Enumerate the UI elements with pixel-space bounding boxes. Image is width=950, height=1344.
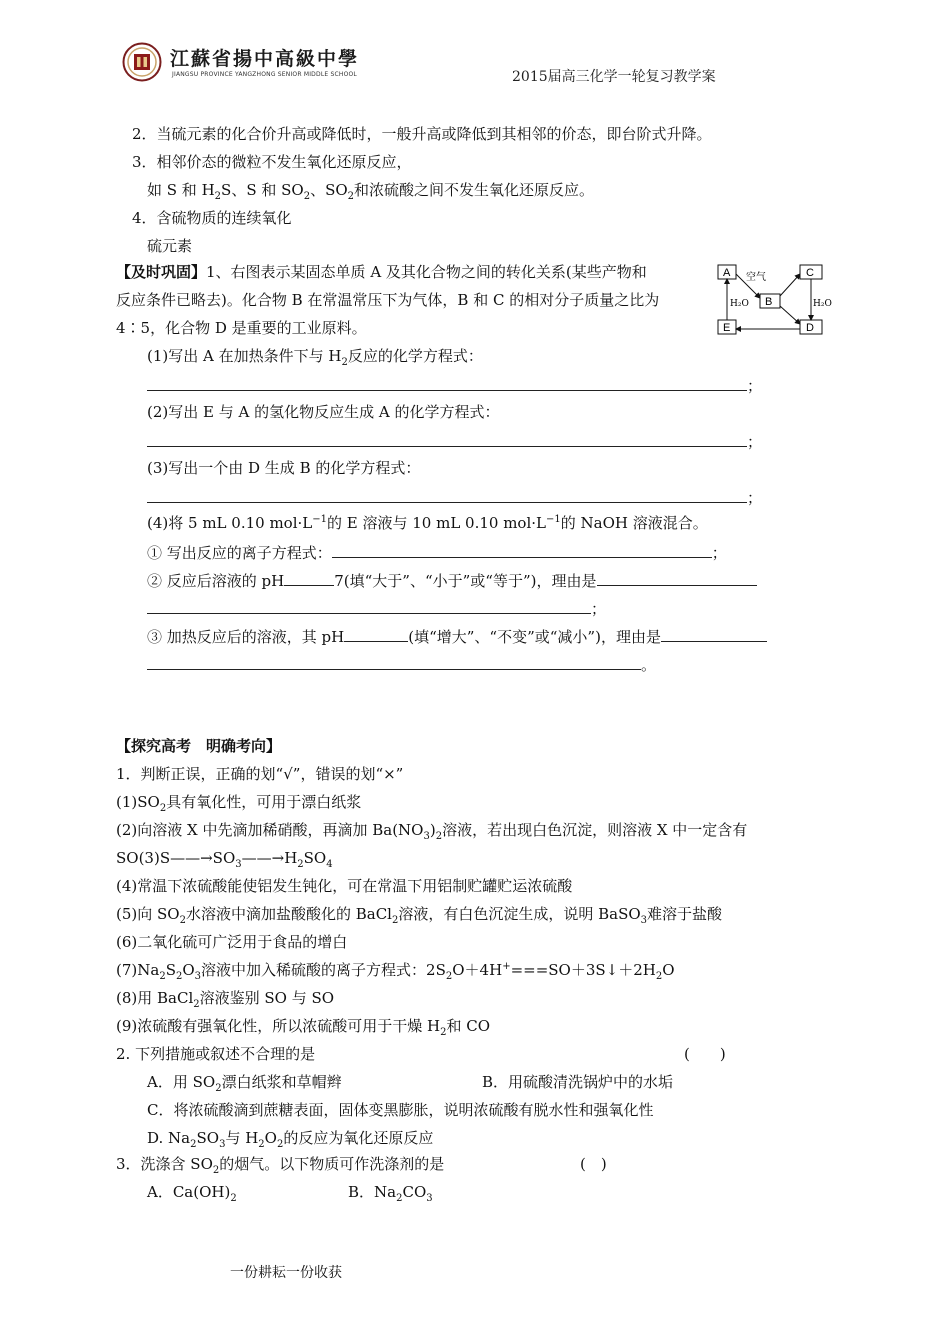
explore-p1: 1．判断正误，正确的划“√”，错误的划“×” bbox=[116, 765, 404, 783]
item-2: (2)向溶液 X 中先滴加稀硝酸，再滴加 $Ba(NO_3)_2$溶液，若出现白色沉淀，则溶液 X 中一定含有 bbox=[116, 821, 748, 842]
answer-line-4-2[interactable]: ； bbox=[147, 597, 606, 619]
mc-question-2: 2. 下列措施或叙述不合理的是 bbox=[116, 1045, 316, 1063]
q2-option-B[interactable]: B．用硫酸清洗锅炉中的水垢 bbox=[482, 1073, 674, 1091]
q2-option-D[interactable]: D. $Na_2SO_3$与 $H_2O_2$的反应为氧化还原反应 bbox=[147, 1129, 434, 1150]
rule-4: 4．含硫物质的连续氧化 bbox=[132, 209, 292, 227]
q3-option-B[interactable]: B．$Na_2CO_3$ bbox=[348, 1183, 433, 1204]
question-2: (2)写出 E 与 A 的氢化物反应生成 A 的化学方程式： bbox=[147, 403, 500, 421]
rule-3: 3．相邻价态的微粒不发生氧化还原反应， bbox=[132, 153, 412, 171]
arrow-B-D bbox=[780, 306, 800, 324]
question-4-2: ② 反应后溶液的 pH 7(填“大于”、“小于”或“等于”)，理由是 bbox=[147, 569, 757, 591]
label-B: B bbox=[765, 296, 773, 308]
question-4-1: ① 写出反应的离子方程式： ； bbox=[147, 541, 727, 563]
label-A: A bbox=[723, 267, 731, 279]
question-3: (3)写出一个由 D 生成 B 的化学方程式： bbox=[147, 459, 421, 477]
label-h2o-left: H₂O bbox=[730, 299, 749, 309]
q2-option-A[interactable]: A．用 $SO_2$漂白纸浆和草帽辫 bbox=[147, 1073, 342, 1094]
label-h2o-right: H₂O bbox=[813, 299, 832, 309]
answer-line-2[interactable]: ； bbox=[147, 430, 762, 452]
mc-question-3: 3．洗涤含 $SO_2$的烟气。以下物质可作洗涤剂的是 bbox=[116, 1155, 445, 1176]
page-footer: 一份耕耘一份收获 bbox=[230, 1265, 342, 1281]
rule-2: 2．当硫元素的化合价升高或降低时，一般升高或降低到其相邻的价态，即台阶式升降。 bbox=[132, 125, 712, 143]
item-8: (8)用 BaCl$_2$溶液鉴别 SO 与 SO bbox=[116, 989, 335, 1010]
item-3: $SO(3)S——\to SO_3——\to H_2SO_4$ bbox=[116, 849, 333, 870]
section-tag: 【及时巩固】 bbox=[116, 263, 207, 281]
explore-title: 【探究高考 明确考向】 bbox=[116, 737, 282, 755]
rule-3-example: 如 S 和 $H_2S$、S 和 $SO_2$、$SO_2$和浓硫酸之间不发生氧化还原反应。 bbox=[147, 181, 595, 202]
q2-option-C[interactable]: C．将浓硫酸滴到蔗糖表面，固体变黑膨胀，说明浓硫酸有脱水性和强氧化性 bbox=[147, 1101, 654, 1119]
answer-line-3[interactable]: ； bbox=[147, 486, 762, 508]
school-name-en: JIANGSU PROVINCE YANGZHONG SENIOR MIDDLE SCHOOL bbox=[172, 71, 357, 78]
q3-option-A[interactable]: A．$Ca(OH)_2$ bbox=[147, 1183, 237, 1204]
consolidate-intro-3: 4∶5，化合物 D 是重要的工业原料。 bbox=[116, 319, 367, 337]
school-name-cn: 江蘇省揚中高級中學 bbox=[170, 48, 360, 70]
consolidate-intro-2: 反应条件已略去)。化合物 B 在常温常压下为气体，B 和 C 的相对分子质量之比为 bbox=[116, 291, 660, 309]
item-1: $(1)SO_2$具有氧化性，可用于漂白纸浆 bbox=[116, 793, 362, 814]
course-title: 2015届高三化学一轮复习教学案 bbox=[512, 69, 716, 85]
mc-question-3-answer[interactable]: ( ) bbox=[580, 1155, 607, 1173]
question-1: (1)写出 A 在加热条件下与 $H_2$反应的化学方程式： bbox=[147, 347, 483, 368]
consolidate-intro-1: 【及时巩固】1、右图表示某固态单质 A 及其化合物之间的转化关系(某些产物和 bbox=[116, 263, 647, 281]
item-5: (5)向 $SO_2$水溶液中滴加盐酸酸化的 BaCl$_2$溶液，有白色沉淀生成，说明 BaSO$_3$难溶于盐酸 bbox=[116, 905, 723, 926]
label-C: C bbox=[806, 267, 814, 279]
answer-blank-4-2-ph[interactable] bbox=[284, 569, 334, 586]
question-4-3: ③ 加热反应后的溶液，其 pH (填“增大”、“不变”或“减小”)，理由是 bbox=[147, 625, 767, 647]
item-6: (6)二氧化硫可广泛用于食品的增白 bbox=[116, 933, 348, 951]
label-E: E bbox=[723, 322, 731, 334]
answer-blank-4-3-ph[interactable] bbox=[344, 625, 408, 642]
mc-question-2-answer[interactable]: ( ) bbox=[684, 1045, 726, 1063]
page-header bbox=[0, 0, 950, 100]
item-9: (9)浓硫酸有强氧化性，所以浓硫酸可用于干燥 $H_2$和 CO bbox=[116, 1017, 491, 1038]
arrow-B-C bbox=[780, 274, 800, 296]
school-logo-icon bbox=[122, 42, 162, 82]
item-7: $(7)Na_2S_2O_3$溶液中加入稀硫酸的离子方程式：$2S_2O+4H^+===SO+3S↓+2H_2O$ bbox=[116, 961, 675, 982]
label-air: 空气 bbox=[746, 272, 766, 283]
rule-4-sub: 硫元素 bbox=[147, 237, 193, 255]
conversion-diagram bbox=[712, 260, 842, 340]
label-D: D bbox=[806, 322, 814, 334]
answer-blank-4-2-reason[interactable] bbox=[597, 569, 757, 586]
question-4: (4)将 5 mL 0.10 $mol\cdot L^{-1}$的 E 溶液与 10 mL 0.10 $mol\cdot L^{-1}$的 NaOH 溶液混合。 bbox=[147, 514, 708, 532]
answer-line-4-3[interactable]: 。 bbox=[147, 653, 656, 675]
item-4: (4)常温下浓硫酸能使铝发生钝化，可在常温下用铝制贮罐贮运浓硫酸 bbox=[116, 877, 573, 895]
answer-blank-4-3-reason[interactable] bbox=[661, 625, 767, 642]
answer-line-1[interactable]: ； bbox=[147, 374, 762, 396]
answer-blank-4-1[interactable] bbox=[332, 541, 712, 558]
